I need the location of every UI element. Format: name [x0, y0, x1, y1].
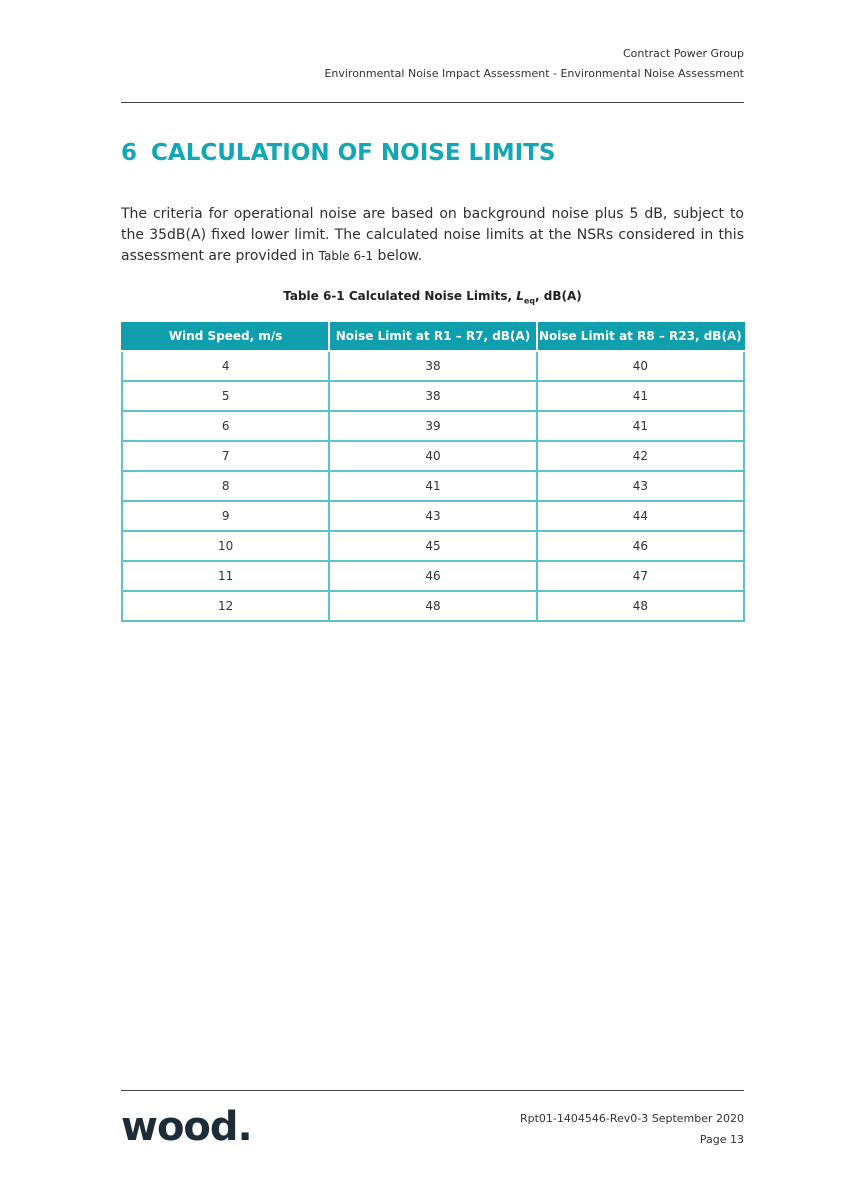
table-row	[122, 471, 744, 501]
section-heading	[121, 140, 555, 166]
table-reference-link[interactable]: Table 6-1	[318, 249, 374, 263]
wind-speed-cell: 10	[122, 531, 329, 561]
table-row	[122, 441, 744, 471]
column-header-r1-r7: Noise Limit at R1 – R7, dB(A)	[329, 322, 536, 351]
column-header-wind-speed: Wind Speed, m/s	[122, 322, 329, 351]
limit-r1-r7-cell: 40	[329, 441, 536, 471]
wind-speed-cell: 9	[122, 501, 329, 531]
table-row	[122, 351, 744, 381]
limit-r8-r23-cell: 42	[537, 441, 744, 471]
noise-limits-table	[121, 322, 745, 622]
caption-prefix: Table 6-1 Calculated Noise Limits,	[283, 289, 517, 303]
limit-r1-r7-cell: 46	[329, 561, 536, 591]
column-header-r8-r23: Noise Limit at R8 – R23, dB(A)	[537, 322, 744, 351]
limit-r8-r23-cell: 43	[537, 471, 744, 501]
table-row	[122, 381, 744, 411]
limit-r1-r7-cell: 38	[329, 351, 536, 381]
table-row	[122, 561, 744, 591]
section-number: 6	[121, 140, 138, 166]
section-title: CALCULATION OF NOISE LIMITS	[151, 140, 556, 166]
wind-speed-cell: 4	[122, 351, 329, 381]
limit-r1-r7-cell: 39	[329, 411, 536, 441]
body-paragraph	[121, 204, 744, 267]
limit-r8-r23-cell: 41	[537, 411, 744, 441]
table-row	[122, 531, 744, 561]
limit-r1-r7-cell: 45	[329, 531, 536, 561]
table-row	[122, 591, 744, 621]
wind-speed-cell: 7	[122, 441, 329, 471]
wind-speed-cell: 8	[122, 471, 329, 501]
header-divider	[121, 102, 744, 103]
paragraph-text-end: below.	[373, 248, 423, 264]
limit-r8-r23-cell: 46	[537, 531, 744, 561]
page-footer	[520, 1108, 744, 1150]
limit-r8-r23-cell: 47	[537, 561, 744, 591]
limit-r8-r23-cell: 41	[537, 381, 744, 411]
page-header	[324, 44, 744, 84]
table-row	[122, 501, 744, 531]
limit-r1-r7-cell: 41	[329, 471, 536, 501]
wind-speed-cell: 5	[122, 381, 329, 411]
table-row	[122, 411, 744, 441]
report-reference: Rpt01-1404546-Rev0-3 September 2020	[519, 1112, 744, 1125]
wind-speed-cell: 12	[122, 591, 329, 621]
table-header-row	[122, 322, 744, 351]
wind-speed-cell: 6	[122, 411, 329, 441]
limit-r8-r23-cell: 44	[537, 501, 744, 531]
table-caption	[121, 289, 744, 305]
caption-symbol: L	[516, 289, 524, 303]
limit-r1-r7-cell: 48	[329, 591, 536, 621]
wood-logo: wood.	[121, 1104, 252, 1150]
footer-divider	[121, 1090, 744, 1091]
paragraph-text: The criteria for operational noise are based on background noise plus 5 dB, subject to the 35dB(A) fixed lower limit. The calculated noise limits at the NSRs considered in this assessment are provided in	[121, 206, 744, 264]
limit-r8-r23-cell: 40	[537, 351, 744, 381]
header-document-title: Environmental Noise Impact Assessment - Environmental Noise Assessment	[324, 67, 744, 80]
caption-suffix: , dB(A)	[535, 289, 582, 303]
wind-speed-cell: 11	[122, 561, 329, 591]
limit-r8-r23-cell: 48	[537, 591, 744, 621]
limit-r1-r7-cell: 38	[329, 381, 536, 411]
page-number: Page 13	[699, 1133, 744, 1146]
limit-r1-r7-cell: 43	[329, 501, 536, 531]
header-company: Contract Power Group	[622, 47, 744, 60]
caption-subscript: eq	[523, 296, 536, 306]
